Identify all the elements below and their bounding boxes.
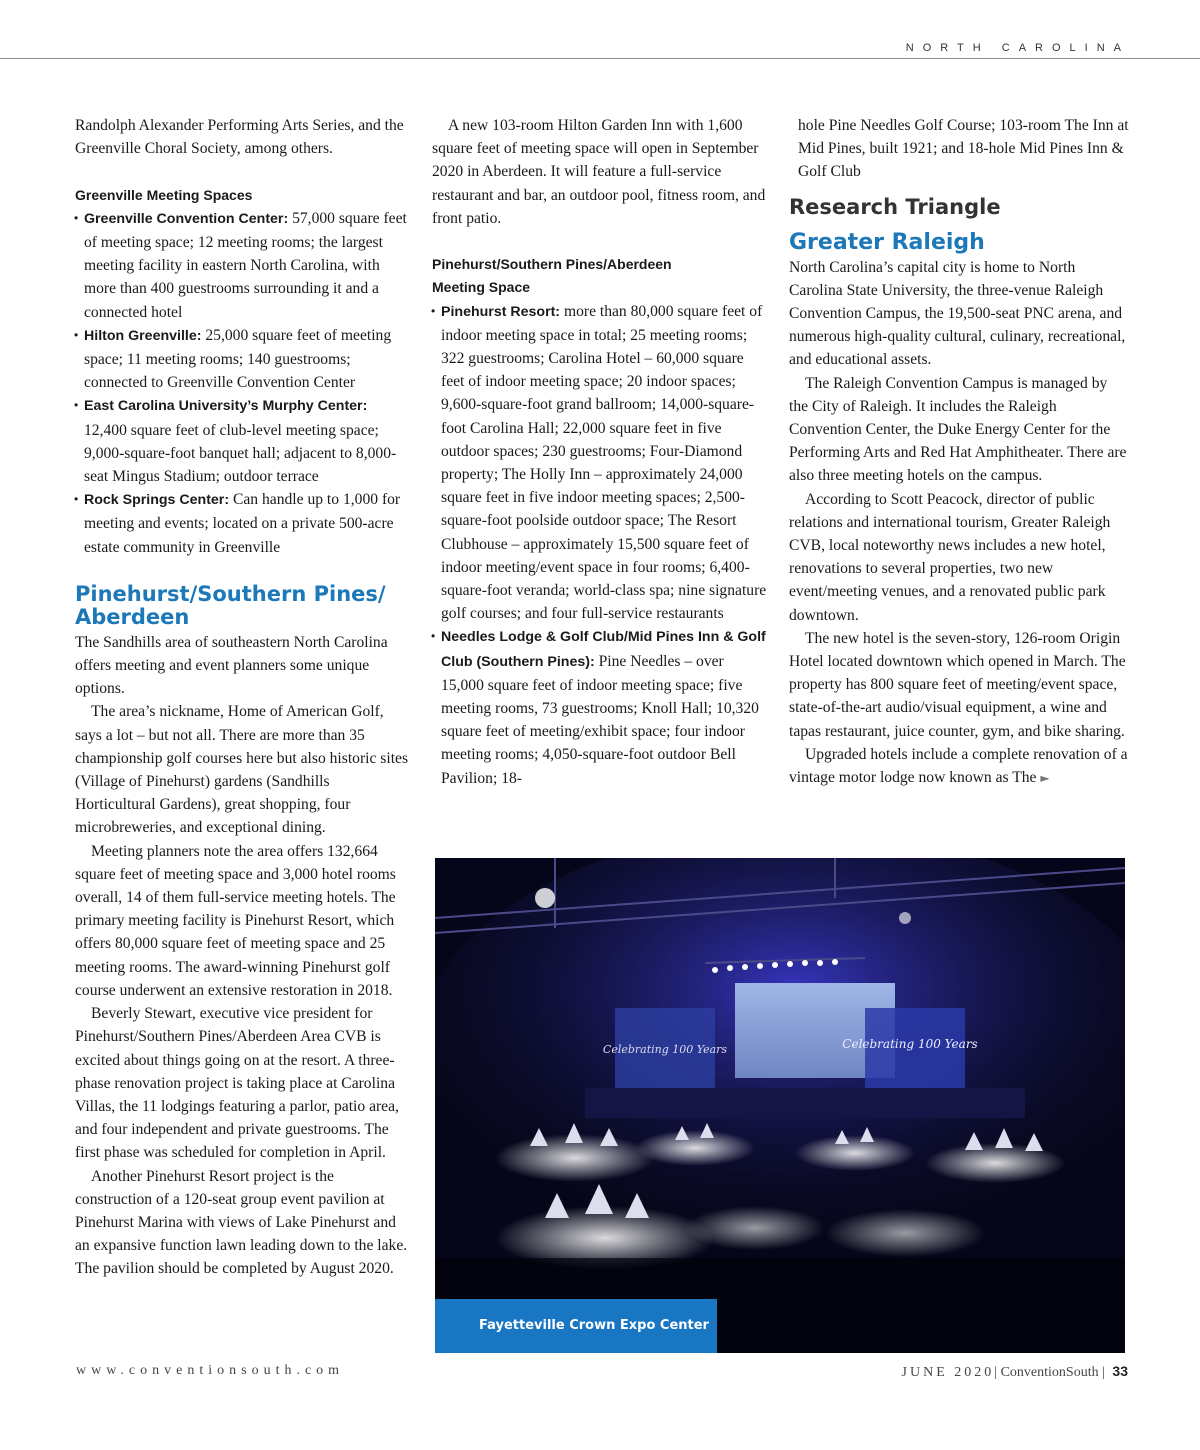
banner-text-right: Celebrating 100 Years [842,1037,978,1051]
pinehurst-meeting-space-heading: Pinehurst/Southern Pines/Aberdeen Meeting Space [432,256,672,296]
header-rule [0,58,1200,59]
paragraph: The Sandhills area of southeastern North Carolina offers meeting and event planners some unique options. [75,633,388,698]
footer-folio [902,1363,1128,1381]
header-section-label: NORTH CAROLINA [905,42,1130,54]
paragraph: The new hotel is the seven-story, 126-room Origin Hotel located downtown which opened in March. The property has 800 square feet of meeting/event space, state-of-the-art audio/visual equipment, a wine and tapas restaurant, juice counter, gym, and bike sharing. [789,629,1126,740]
footer-publication: ConventionSouth [1000,1365,1099,1380]
paragraph: Meeting planners note the area offers 132,664 square feet of meeting space and 3,000 hotel rooms overall, 14 of them full-service meeting hotels. The primary meeting facility is Pinehurst Resort, which offers 80,000 square feet of meeting space and 25 meeting rooms. The award-winning Pinehurst golf course underwent an extensive restoration in 2018. [75,842,396,999]
ballroom-photo [435,858,1125,1353]
paragraph: The area’s nickname, Home of American Golf, says a lot – but not all. There are more than 35 championship golf courses here but also historic sites (Village of Pinehurst) gardens (Sandhills Horticultural Gardens), great shopping, four microbreweries, and exceptional dining. [75,703,409,837]
list-item: • Hilton Greenville: 25,000 square feet of meeting space; 11 meeting rooms; 140 guestrooms; connected to Greenville Convention Center [75,324,410,395]
paragraph: North Carolina’s capital city is home to North Carolina State University, the three-venue Raleigh Convention Campus, the 19,500-seat PNC arena, and numerous high-quality cultural, culinary, recreational, and educational assets. [789,258,1126,369]
pinehurst-section-heading: Pinehurst/Southern Pines/ Aberdeen [75,581,386,629]
column-3 [789,114,1129,790]
list-item: • Pinehurst Resort: more than 80,000 square feet of indoor meeting space in total; 25 meeting rooms; 322 guestrooms; Carolina Hotel – 60,000 square feet of indoor meeting space; 20 indoor spaces; 9,600-square-foot grand ballroom; 14,000-square-foot Carolina Hall; 22,000 square feet in five outdoor spaces; 230 guestrooms; Four-Diamond property; The Holly Inn – approximately 24,000 square feet in five indoor meeting spaces; 2,500-square-foot poolside outdoor space; The Resort Clubhouse – approximately 15,500 square feet of indoor meeting/event space in four rooms; 6,400-square-foot veranda; world-class spa; nine signature golf courses; and four full-service restaurants [432,300,767,626]
paragraph: Beverly Stewart, executive vice president for Pinehurst/Southern Pines/Aberdeen Area CVB is excited about things going on at the resort. A three-phase renovation project is taking place at Carolina Villas, the 11 lodgings featuring a parlor, patio area, and four independent and private guestrooms. The first phase was scheduled for completion in April. [75,1005,399,1162]
paragraph: A new 103-room Hilton Garden Inn with 1,600 square feet of meeting space will open in September 2020 in Aberdeen. It will feature a full-service restaurant and bar, an outdoor pool, fitness room, and front patio. [432,117,766,227]
list-item: • Needles Lodge & Golf Club/Mid Pines Inn & Golf Club (Southern Pines): Pine Needles – over 15,000 square feet of indoor meeting space; five meeting rooms, 73 guestrooms; Knoll Hall; 10,320 square feet of meeting/exhibit space; four indoor meeting rooms; 4,050-square-foot outdoor Bell Pavilion; 18- [432,625,767,789]
banner-text-left: Celebrating 100 Years [602,1043,728,1056]
paragraph: The Raleigh Convention Campus is managed by the City of Raleigh. It includes the Raleigh Convention Center, the Duke Energy Center for the Performing Arts and Red Hat Amphitheater. There are also three meeting hotels on the campus. [789,374,1127,485]
paragraph: According to Scott Peacock, director of public relations and international tourism, Greater Raleigh CVB, local noteworthy news includes a new hotel, renovations to several properties, two new event/meeting venues, and a renovated public park downtown. [789,490,1111,624]
photo-caption: Fayetteville Crown Expo Center [435,1299,717,1353]
footer-date: JUNE 2020 [901,1365,995,1380]
page-number: 33 [1112,1363,1128,1379]
footer-separator: | [1102,1365,1105,1380]
list-item: • Greenville Convention Center: 57,000 square feet of meeting space; 12 meeting rooms; the largest meeting facility in eastern North Carolina, with more than 400 guestrooms surrounding it and a connected hotel [75,207,410,324]
greenville-venue-list [75,207,410,559]
pinehurst-venue-list [432,300,767,790]
research-triangle-heading: Research Triangle [789,194,1001,219]
continued-list-text: hole Pine Needles Golf Course; 103-room The Inn at Mid Pines, built 1921; and 18-hole Mid Pines Inn & Golf Club [798,117,1129,181]
paragraph: Another Pinehurst Resort project is the construction of a 120-seat group event pavilion at Pinehurst Marina with views of Lake Pinehurst and an expansive function lawn leading down to the lake. The pavilion should be completed by August 2020. [75,1167,408,1278]
greater-raleigh-heading: Greater Raleigh [789,229,985,255]
column-2 [432,114,767,790]
intro-paragraph: Randolph Alexander Performing Arts Series, and the Greenville Choral Society, among others. [75,117,404,158]
ballroom-illustration [435,858,1125,1353]
footer-url: www.conventionsouth.com [76,1363,345,1378]
list-item: • Rock Springs Center: Can handle up to 1,000 for meeting and events; located on a private 500-acre estate community in Greenville [75,488,410,559]
paragraph: Upgraded hotels include a complete renovation of a vintage motor lodge now known as The ► [789,745,1128,787]
greenville-meeting-spaces-heading: Greenville Meeting Spaces [75,186,253,203]
continue-arrow-icon: ► [1040,771,1050,786]
footer-separator: | [994,1365,998,1380]
column-1 [75,114,410,1281]
list-item: • East Carolina University’s Murphy Center: 12,400 square feet of club-level meeting space; 9,000-square-foot banquet hall; adjacent to 8,000-seat Mingus Stadium; outdoor terrace [75,394,410,488]
